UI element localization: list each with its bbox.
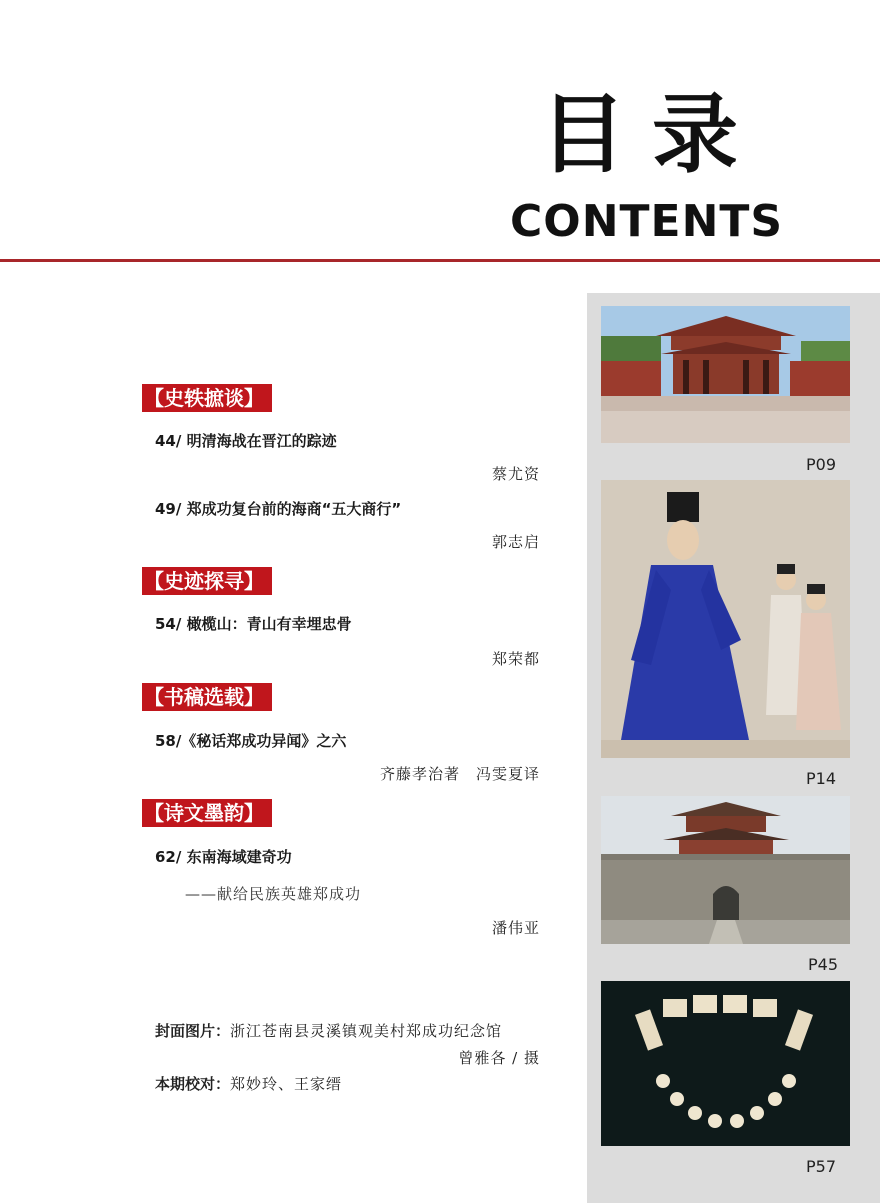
toc-author: 郑荣都 [491,650,540,668]
section-heading: 【史迹探寻】 [142,567,272,595]
toc-author: 潘伟亚 [491,919,540,937]
toc-author: 齐藤孝治著 冯雯夏译 [379,765,540,783]
toc-entry[interactable]: 44/ 明清海战在晋江的踪迹 [155,432,337,450]
photo-page-label: P57 [806,1157,837,1176]
proofreader-label: 本期校对： [155,1075,231,1093]
section-heading: 【诗文墨韵】 [142,799,272,827]
toc-author: 蔡尤资 [491,465,540,483]
section-heading: 【史轶摭谈】 [142,384,272,412]
photo-city-gate-tower [601,796,850,944]
page-title-cn: 目录 [540,85,764,185]
photo-museum-tablets [601,981,850,1146]
photo-page-label: P09 [806,455,837,474]
cover-credit-label: 封面图片： [155,1022,231,1040]
photo-page-label: P45 [808,955,839,974]
toc-subtitle: ——献给民族英雄郑成功 [185,885,362,903]
toc-entry[interactable]: 49/ 郑成功复台前的海商“五大商行” [155,500,402,518]
cover-credit-value: 浙江苍南县灵溪镇观美村郑成功纪念馆 [230,1022,503,1040]
photo-temple-courtyard [601,306,850,443]
cover-credit [155,1020,502,1041]
header-divider [0,259,880,262]
photo-page-label: P14 [806,769,837,788]
toc-entry[interactable]: 62/ 东南海域建奇功 [155,848,292,866]
section-heading: 【书稿选载】 [142,683,272,711]
photographer-credit: 曾雅各 / 摄 [458,1049,540,1067]
toc-entry[interactable]: 54/ 橄榄山：青山有幸埋忠骨 [155,615,352,633]
photo-portrait-painting [601,480,850,758]
proofreader-credit [155,1073,342,1094]
toc-entry[interactable]: 58/《秘话郑成功异闻》之六 [155,732,347,750]
page-title-en: CONTENTS [510,196,784,247]
proofreader-value: 郑妙玲、王家缙 [230,1075,343,1093]
toc-author: 郭志启 [491,533,540,551]
